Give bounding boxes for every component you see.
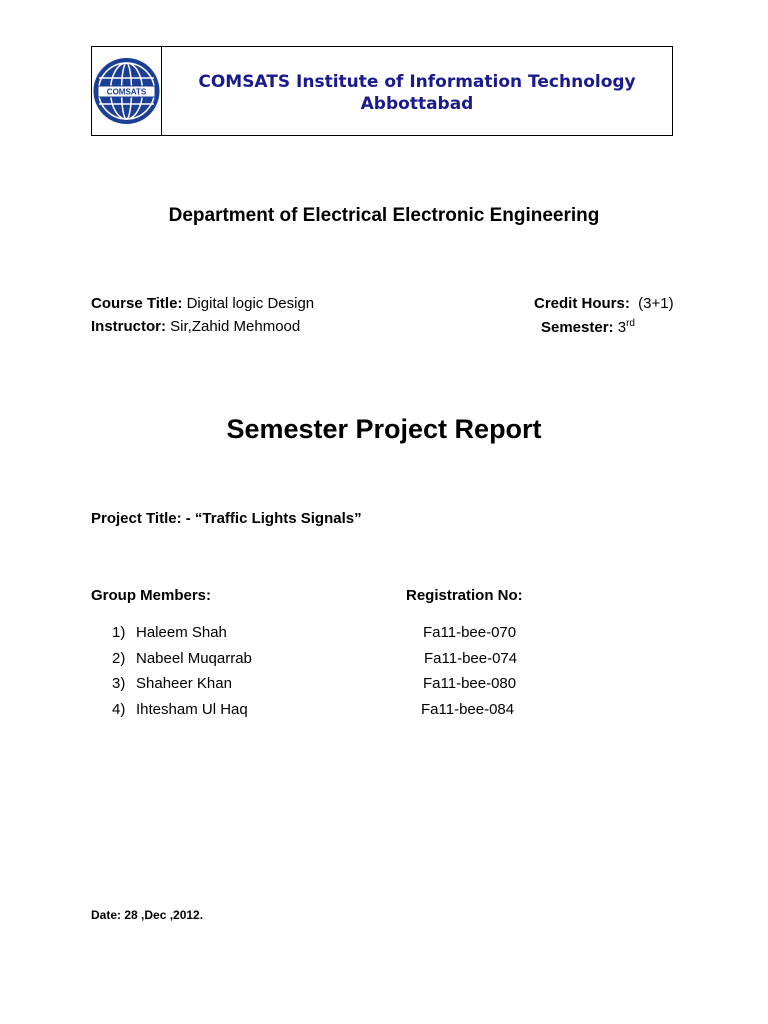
semester-value: 3 bbox=[613, 319, 627, 336]
institute-name bbox=[162, 71, 672, 115]
member-item bbox=[112, 624, 227, 641]
member-registration: Fa11-bee-070 bbox=[423, 624, 517, 641]
logo-text: COMSATS bbox=[106, 87, 147, 97]
institute-line-1: COMSATS Institute of Information Technology bbox=[198, 72, 636, 92]
member-number: 2) bbox=[112, 650, 126, 667]
member-number: 4) bbox=[112, 701, 126, 718]
semester-row bbox=[541, 318, 635, 336]
instructor-row bbox=[91, 318, 300, 335]
comsats-logo bbox=[92, 56, 161, 126]
report-date: Date: 28 ,Dec ,2012. bbox=[91, 908, 204, 922]
member-item bbox=[112, 701, 248, 718]
registration-label: Registration No: bbox=[406, 587, 523, 604]
member-name: Nabeel Muqarrab bbox=[136, 650, 252, 667]
report-title: Semester Project Report bbox=[226, 414, 542, 444]
course-title-label: Course Title: bbox=[91, 295, 183, 312]
credit-hours-row bbox=[534, 295, 674, 312]
credit-hours-value: (3+1) bbox=[629, 295, 674, 312]
logo-cell bbox=[92, 47, 162, 135]
project-title: Project Title: - “Traffic Lights Signals” bbox=[91, 510, 362, 527]
member-item bbox=[112, 650, 252, 667]
credit-hours-label: Credit Hours: bbox=[534, 295, 630, 312]
instructor-value: Sir,Zahid Mehmood bbox=[166, 318, 301, 335]
member-name: Haleem Shah bbox=[136, 624, 227, 641]
member-registration: Fa11-bee-080 bbox=[423, 675, 517, 692]
member-number: 1) bbox=[112, 624, 126, 641]
semester-label: Semester: bbox=[541, 319, 614, 336]
member-number: 3) bbox=[112, 675, 126, 692]
course-title-value: Digital logic Design bbox=[182, 295, 315, 312]
member-registration: Fa11-bee-084 bbox=[421, 701, 515, 718]
member-registration: Fa11-bee-074 bbox=[424, 650, 518, 667]
member-item bbox=[112, 675, 232, 692]
semester-suffix: rd bbox=[626, 318, 635, 329]
member-name: Ihtesham Ul Haq bbox=[136, 701, 248, 718]
header-box bbox=[91, 46, 673, 136]
department-heading: Department of Electrical Electronic Engineering bbox=[168, 205, 600, 226]
instructor-label: Instructor: bbox=[91, 318, 166, 335]
group-members-label: Group Members: bbox=[91, 587, 212, 604]
institute-line-2: Abbottabad bbox=[360, 94, 474, 114]
course-title-row bbox=[91, 295, 314, 312]
member-name: Shaheer Khan bbox=[136, 675, 232, 692]
